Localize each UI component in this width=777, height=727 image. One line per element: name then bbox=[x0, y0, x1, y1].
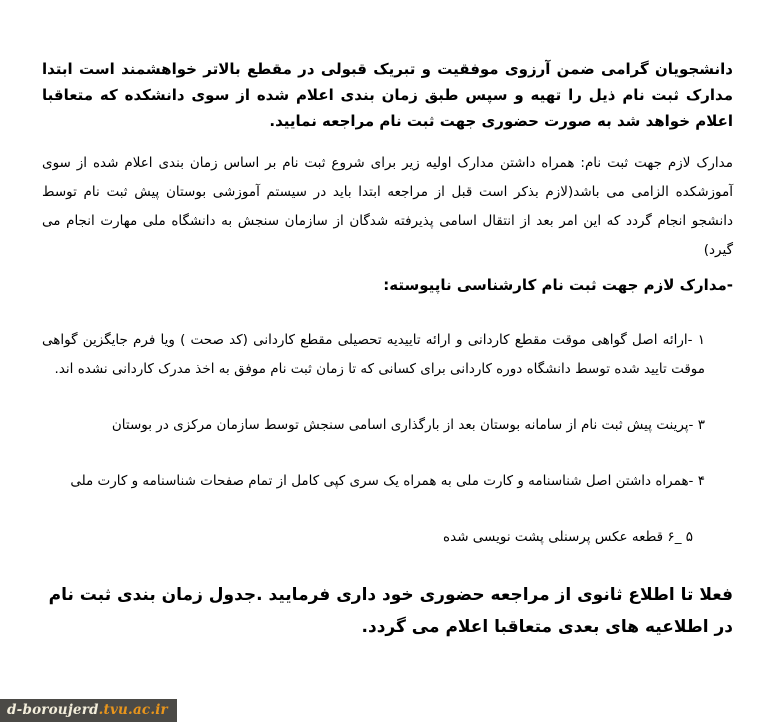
list-item-personal-photos: ۵ _۶ قطعه عکس پرسنلی پشت نویسی شده bbox=[443, 529, 693, 545]
list-item-id-documents: ۴ -همراه داشتن اصل شناسنامه و کارت ملی به همراه یک سری کپی کامل از تمام صفحات شناسنامه و کارت ملی bbox=[70, 473, 705, 489]
watermark-site-name: d-boroujerd bbox=[7, 702, 99, 718]
list-item-degree-certificate: ۱ -ارائه اصل گواهی موقت مقطع کاردانی و ارائه تاییدیه تحصیلی مقطع کاردانی (کد صحت ) ویا فرم جایگزین گواهی موقت تایید شده توسط دانشگاه دوره کاردانی برای کسانی که تا زمان ثبت نام موفق به اخذ مدرک کاردانی نشده اند. bbox=[42, 332, 705, 377]
section-heading: -مدارک لازم جهت ثبت نام کارشناسی ناپیوسته: bbox=[383, 276, 733, 294]
watermark bbox=[0, 699, 177, 722]
intro-paragraph: دانشجویان گرامی ضمن آرزوی موفقیت و تبریک قبولی در مقطع بالاتر خواهشمند است ابتدا مدارک ثبت نام ذیل را تهیه و سپس طبق زمان بندی اعلام شده از سوی دانشکده که متعاقبا اعلام خواهد شد به صورت حضوری جهت ثبت نام مراجعه نمایید. bbox=[42, 60, 733, 130]
requirements-intro-paragraph: مدارک لازم جهت ثبت نام: همراه داشتن مدارک اولیه زیر برای شروع ثبت نام بر اساس زمان بندی اعلام شده از سوی آموزشکده الزامی می باشد(لازم بذکر است قبل از مراجعه ابتدا باید در سیستم آموزشی بوستان پیش ثبت نام توسط دانشجو انجام گردد که این امر بعد از انتقال اسامی پذیرفته شدگان از سازمان سنجش به دانشگاه ملی مهارت انجام می گیرد) bbox=[42, 155, 733, 258]
watermark-site-domain: .tvu.ac.ir bbox=[98, 702, 168, 718]
list-item-preregistration-print: ۳ -پرینت پیش ثبت نام از سامانه بوستان بعد از بارگذاری اسامی سنجش توسط سازمان مرکزی در بوستان bbox=[111, 417, 705, 433]
closing-paragraph: فعلا تا اطلاع ثانوی از مراجعه حضوری خود داری فرمایید .جدول زمان بندی ثبت نام در اطلاعیه های بعدی متعاقبا اعلام می گردد. bbox=[48, 585, 733, 637]
